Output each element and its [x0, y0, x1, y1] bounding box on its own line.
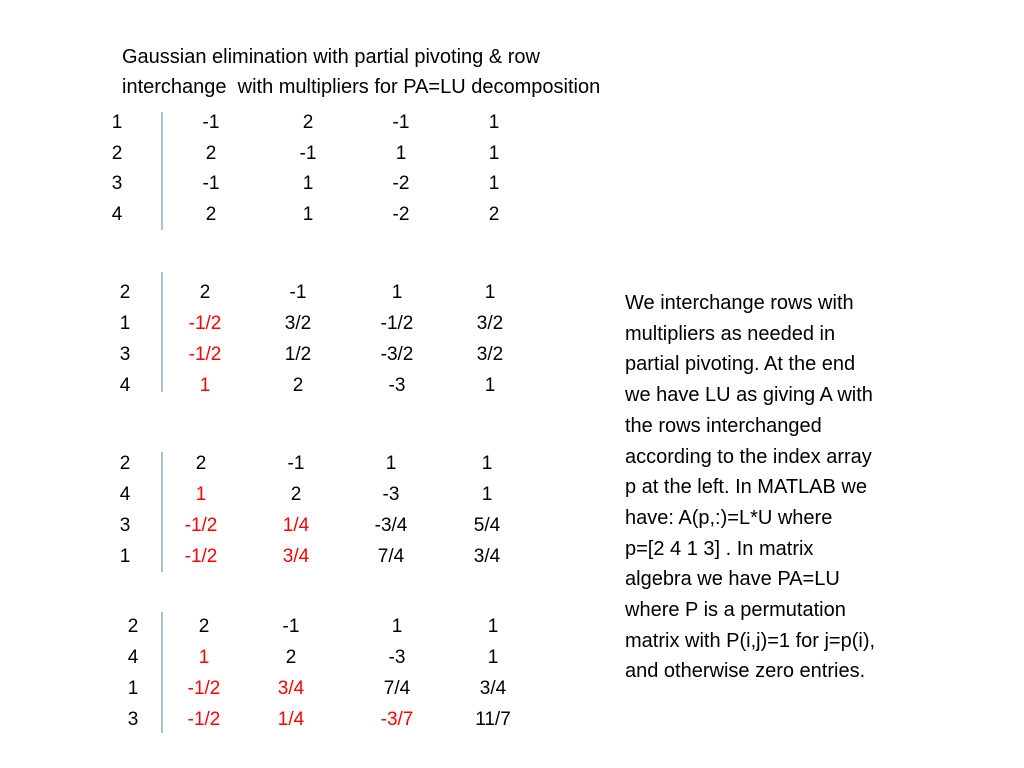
multiplier-cell: -1/2 [184, 515, 218, 536]
matrix-row [0, 340, 504, 370]
explanation-line: matrix with P(i,j)=1 for j=p(i), [625, 629, 876, 652]
matrix-row [0, 200, 500, 230]
explanation-line: have: A(p,:)=L*U where [625, 506, 833, 529]
multiplier-cell: -1/2 [188, 313, 222, 334]
matrix-cell: -2 [392, 203, 410, 225]
matrix-cell: 1/2 [284, 344, 312, 365]
matrix-cell: 1 [395, 142, 407, 164]
explanation-line: algebra we have PA=LU [625, 568, 840, 591]
matrix-cell: 7/4 [383, 678, 411, 699]
matrix-cell: -3/4 [374, 515, 408, 536]
matrix-cell: -1 [287, 453, 305, 474]
matrix-cell: 3/4 [479, 678, 507, 699]
matrix-cell: 11/7 [475, 709, 511, 730]
matrix-cell: 1 [488, 173, 500, 194]
matrix-cell: 3/2 [476, 344, 504, 365]
matrix-cell: -1 [299, 142, 317, 164]
matrix-cell: 1 [484, 282, 496, 303]
row-index: 2 [127, 616, 139, 637]
matrix-cell: 1 [385, 453, 397, 474]
row-index: 3 [127, 709, 139, 730]
multiplier-cell: -1/2 [188, 344, 222, 365]
title-line-1: Gaussian elimination with partial pivoting & row [122, 46, 540, 68]
matrix-cell: -1/2 [380, 313, 414, 334]
multiplier-cell: 1 [198, 647, 210, 668]
explanation-line: p at the left. In MATLAB we [625, 476, 867, 499]
explanation-line: multipliers as needed in [625, 322, 836, 345]
matrix-cell: -2 [392, 173, 410, 194]
matrix-cell: -3 [382, 484, 400, 505]
matrix-cell: 2 [198, 616, 210, 637]
row-index: 3 [119, 344, 131, 365]
matrix-cell: 2 [488, 203, 500, 225]
matrix-cell: 1 [481, 484, 493, 505]
matrix-row [0, 169, 500, 199]
row-index: 1 [111, 112, 123, 133]
matrix-cell: 1 [487, 616, 499, 637]
matrix-row [0, 511, 501, 541]
explanation-line: the rows interchanged [625, 414, 822, 437]
multiplier-cell: -1/2 [187, 678, 221, 699]
title-line-2: interchange with multipliers for PA=LU decomposition [122, 76, 601, 98]
matrix-row [0, 371, 496, 401]
matrix-cell: -3/2 [380, 344, 414, 365]
matrix-cell: -1 [282, 616, 300, 637]
matrix-cell: 1 [487, 647, 499, 668]
explanation-line: where P is a permutation [625, 599, 846, 622]
explanation-line: We interchange rows with [625, 292, 854, 314]
matrix-cell: 2 [195, 453, 207, 474]
matrix-cell: 1 [302, 203, 314, 225]
explanation-line: partial pivoting. At the end [625, 353, 856, 376]
matrix-row [0, 108, 500, 138]
matrix-row [0, 480, 493, 510]
matrix-row [0, 612, 499, 642]
row-index: 1 [127, 678, 139, 699]
multiplier-cell: 3/4 [277, 678, 305, 699]
multiplier-cell: 1 [195, 484, 207, 505]
explanation-text [625, 288, 945, 687]
matrix-row [0, 309, 504, 339]
matrix-cell: 1 [484, 375, 496, 396]
row-index: 4 [111, 203, 123, 225]
matrix-cell: 2 [205, 142, 217, 164]
multiplier-cell: 1/4 [282, 515, 310, 536]
row-index: 3 [111, 173, 123, 194]
matrix-cell: 3/4 [473, 546, 501, 567]
matrix-cell: 3/2 [476, 313, 504, 334]
matrix-cell: 1 [391, 616, 403, 637]
row-index: 1 [119, 313, 131, 334]
explanation-line: we have LU as giving A with [625, 384, 873, 407]
matrix-cell: 2 [285, 647, 297, 668]
matrix-cell: 5/4 [473, 515, 501, 536]
matrix-row [0, 643, 499, 673]
row-index: 4 [119, 375, 131, 396]
row-index: 2 [119, 282, 131, 303]
multiplier-cell: -3/7 [380, 709, 414, 730]
multiplier-cell: 1 [199, 375, 211, 396]
matrix-cell: 2 [205, 203, 217, 225]
matrix-cell: 1 [391, 282, 403, 303]
row-index: 4 [119, 484, 131, 505]
matrix-cell: 1 [481, 453, 493, 474]
matrix-cell: 1 [488, 142, 500, 164]
matrix-row [0, 705, 511, 735]
matrix-cell: -3 [388, 647, 406, 668]
multiplier-cell: -1/2 [184, 546, 218, 567]
row-index: 2 [119, 453, 131, 474]
multiplier-cell: 1/4 [277, 709, 305, 730]
matrix-row [0, 449, 493, 479]
matrix-cell: 2 [302, 112, 314, 133]
matrix-cell: 7/4 [377, 546, 405, 567]
matrix-cell: 2 [290, 484, 302, 505]
explanation-line: p=[2 4 1 3] . In matrix [625, 537, 814, 560]
matrix-cell: -3 [388, 375, 406, 396]
matrix-cell: -1 [202, 112, 220, 133]
matrix-row [0, 542, 501, 572]
multiplier-cell: 3/4 [282, 546, 310, 567]
explanation-line: and otherwise zero entries. [625, 660, 866, 683]
matrix-cell: 1 [302, 173, 314, 194]
explanation-line: according to the index array [625, 445, 872, 468]
matrix-row [0, 674, 507, 704]
row-index: 1 [119, 546, 131, 567]
row-index: 2 [111, 142, 123, 164]
multiplier-cell: -1/2 [187, 709, 221, 730]
matrix-cell: -1 [289, 282, 307, 303]
matrix-row [0, 139, 500, 169]
row-index: 4 [127, 647, 139, 668]
matrix-cell: -1 [202, 173, 220, 194]
slide-title [122, 42, 722, 102]
matrix-cell: 1 [488, 112, 500, 133]
row-index: 3 [119, 515, 131, 536]
matrix-cell: 3/2 [284, 313, 312, 334]
matrix-cell: 2 [292, 375, 304, 396]
matrix-cell: 2 [199, 282, 211, 303]
matrix-row [0, 278, 496, 308]
matrix-cell: -1 [392, 112, 410, 133]
